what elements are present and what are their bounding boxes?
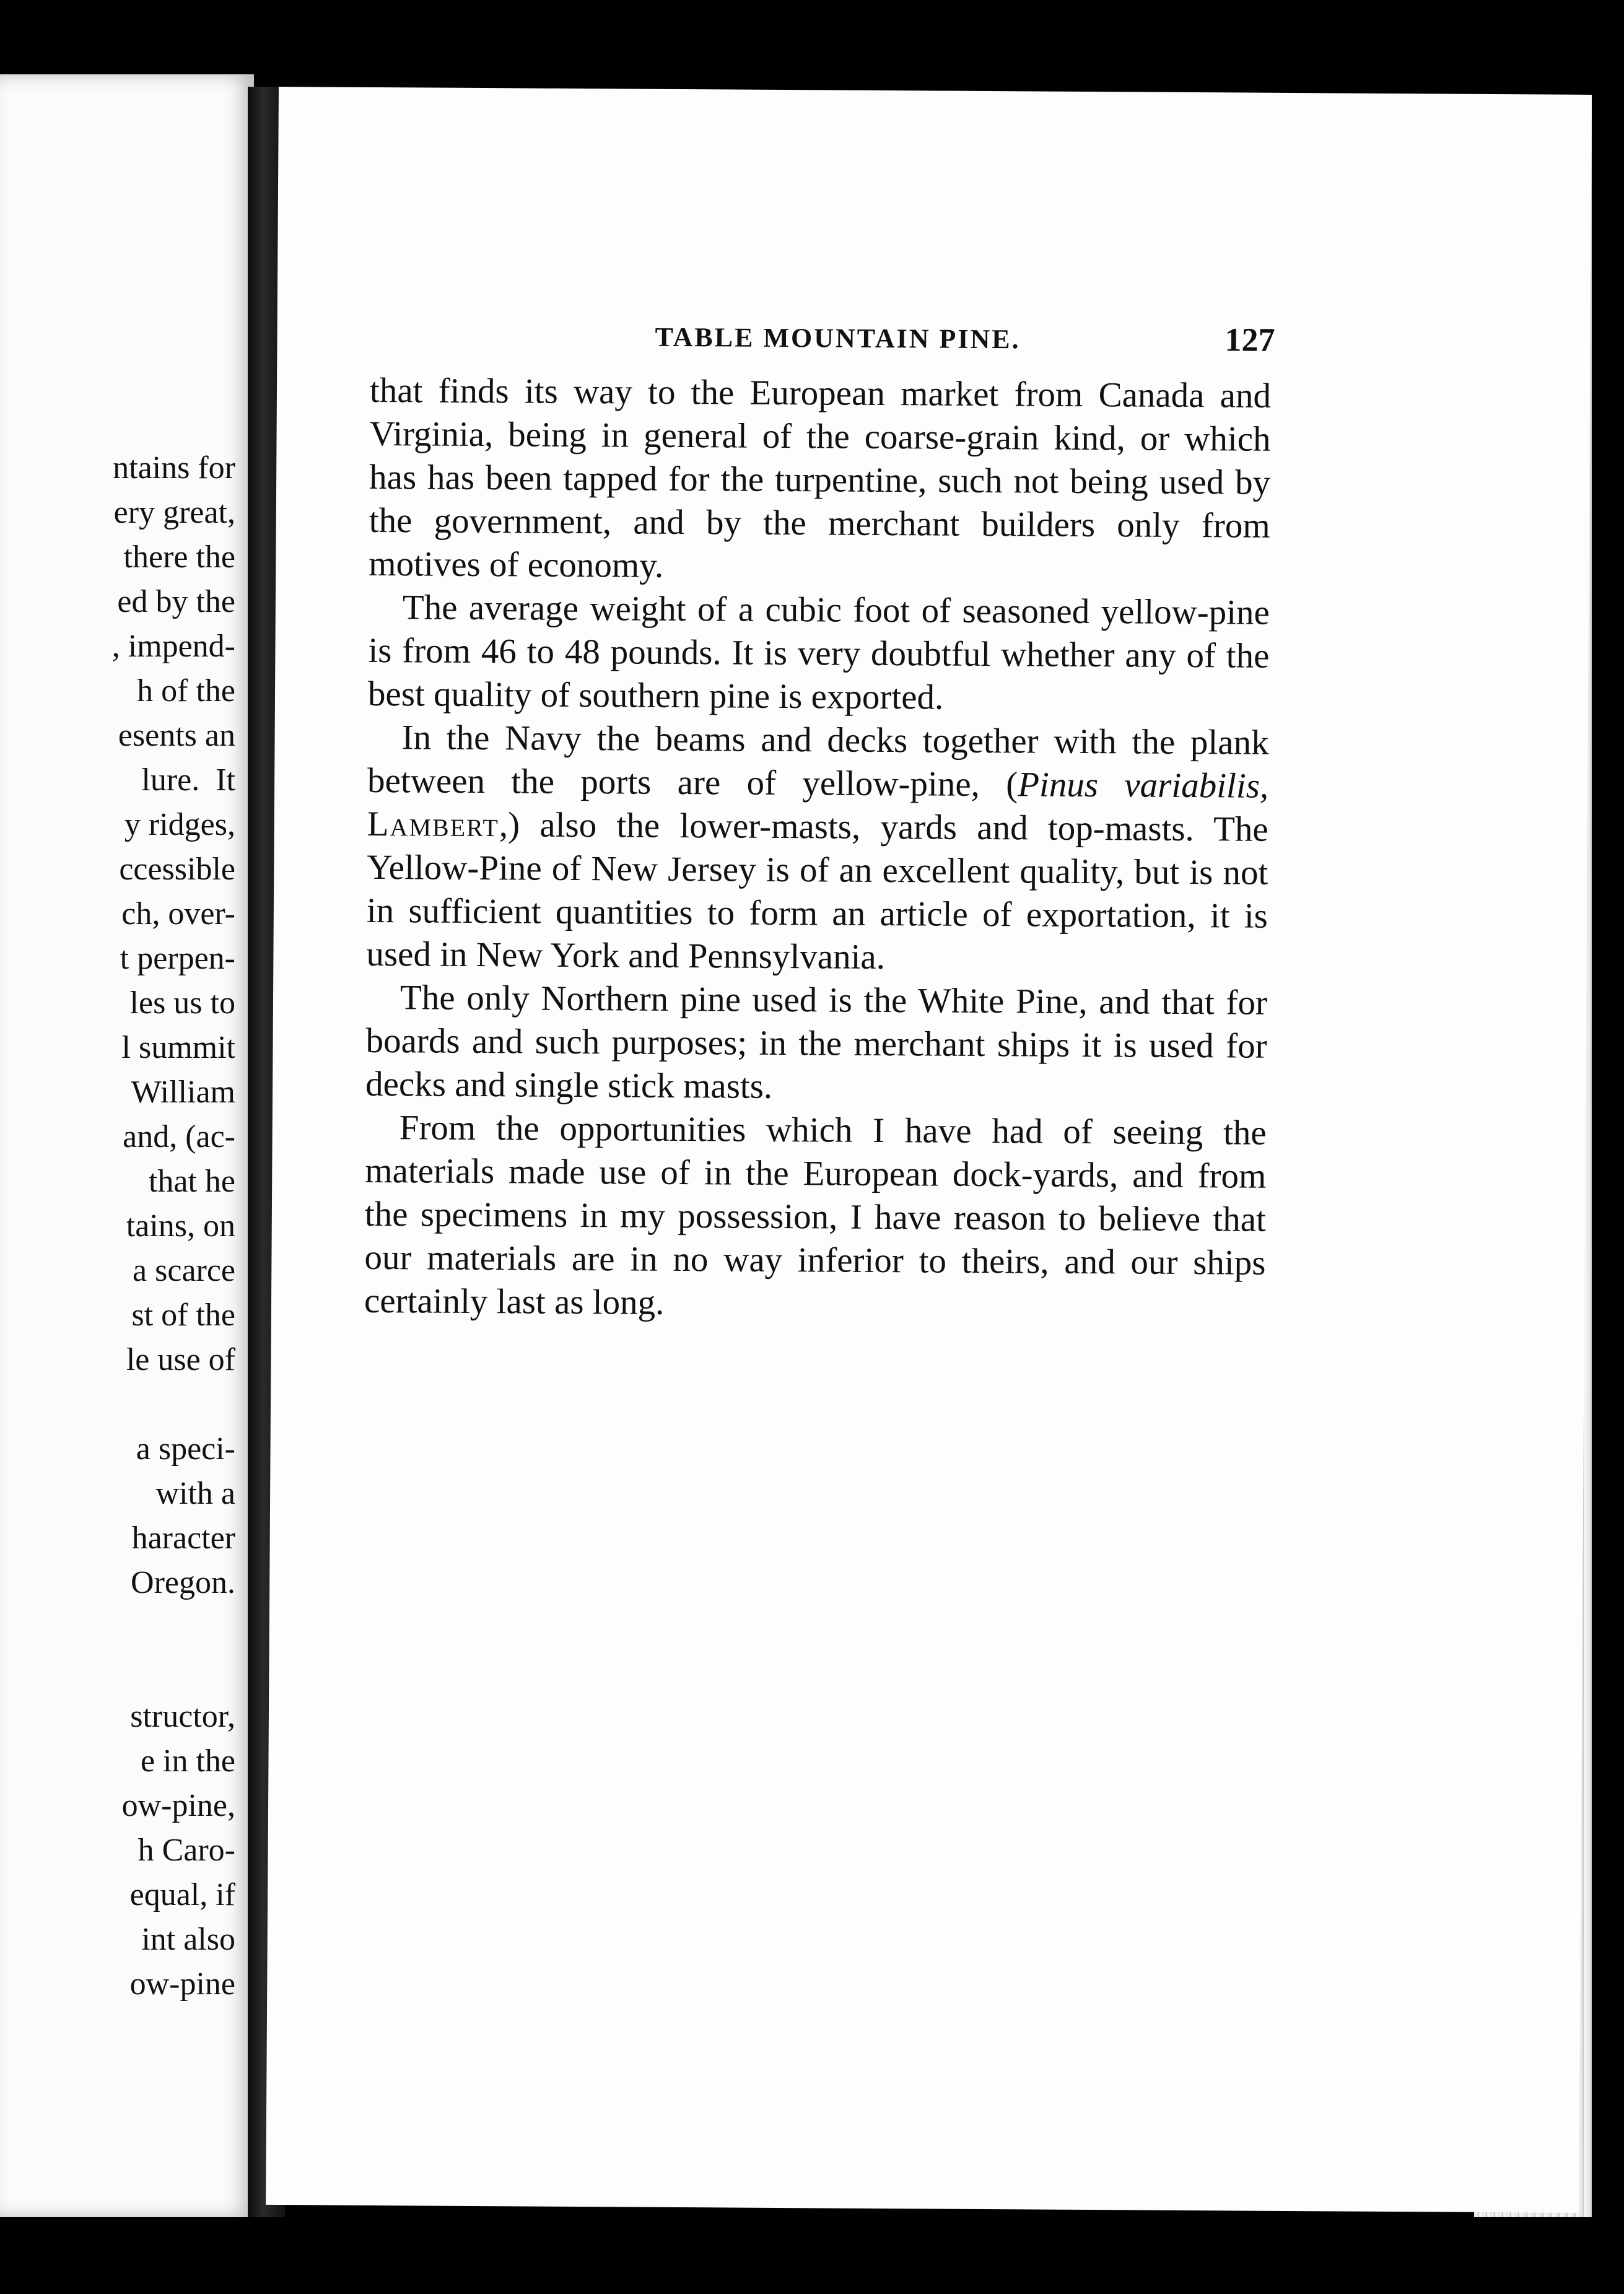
left-page-line: ed by the — [117, 584, 235, 619]
left-page-line: William — [131, 1075, 235, 1110]
left-page-line: t perpen- — [120, 941, 235, 976]
left-page-line: tains, on — [126, 1208, 235, 1244]
left-page-text — [112, 446, 235, 2007]
paragraph-2: The average weight of a cubic foot of seasoned yellow-pine is from 46 to 48 pounds. It is very doubtful whether any of the best quality of southern pine is exported. — [367, 588, 1270, 717]
paragraph-3-end: ,) also the lower-masts, yards and top-masts. The Yellow-Pine of New Jersey is of an excellent quality, but is not in sufficient quantities to form an article of exportation, it is used in New York and Pennsylvania. — [366, 805, 1268, 977]
left-page-line: that he — [148, 1164, 235, 1199]
left-page-line — [112, 1382, 235, 1427]
left-page-line: Oregon. — [131, 1565, 235, 1600]
left-page-line: l summit — [121, 1030, 235, 1065]
left-page-line: there the — [123, 539, 235, 575]
left-page-line: esents an — [118, 718, 235, 753]
left-page-line: h Caro- — [138, 1833, 235, 1868]
left-page-line — [112, 1650, 235, 1694]
left-page-line: haracter — [131, 1520, 235, 1556]
left-page-line: int also — [141, 1922, 235, 1957]
left-page-line: ow-pine — [129, 1966, 235, 2002]
left-page-line: h of the — [137, 673, 235, 709]
left-page-line: les us to — [129, 985, 235, 1021]
paragraph-3-start: In the Navy the beams and decks together with the plank between the ports are of yellow-pine, ( — [367, 718, 1269, 805]
left-page-line: and, (ac- — [123, 1119, 235, 1154]
left-page-line — [112, 1605, 235, 1650]
left-page-line: with a — [155, 1476, 235, 1511]
left-page-line: , impend- — [111, 629, 235, 664]
paragraph-4: The only Northern pine used is the White Pine, and that for boards and such purposes; in the merchant ships it is used for decks and single stick masts. — [365, 978, 1268, 1106]
species-name: Pinus variabilis, — [1018, 765, 1269, 806]
left-page-line: ntains for — [113, 450, 235, 486]
paragraph-5: From the opportunities which I have had of seeing the materials made use of in the European dock-yards, and from the specimens in my possession, I have reason to believe that our materials are in no way inferior to theirs, and our ships certainly last as long. — [364, 1108, 1267, 1322]
paragraph-1: that finds its way to the European market from Canada and Virginia, being in general of the coarse-grain kind, or which has has been tapped for the turpentine, such not being used by the government, and by the merchant builders only from motives of economy. — [369, 370, 1272, 585]
right-page — [266, 87, 1592, 2213]
left-page-line: a scarce — [133, 1253, 235, 1288]
left-page-line: ery great, — [113, 495, 235, 530]
left-page-line: lure. It — [141, 762, 235, 798]
left-page-line: le use of — [126, 1342, 235, 1377]
left-page-line: a speci- — [136, 1431, 235, 1467]
left-page-line: ch, over- — [121, 896, 235, 931]
left-page-line: st of the — [131, 1297, 235, 1333]
left-page-line: e in the — [140, 1743, 235, 1779]
author-name: Lambert — [367, 804, 500, 845]
left-page-line: equal, if — [129, 1877, 235, 1912]
left-page-line: ow-pine, — [121, 1788, 235, 1823]
left-page-line: y ridges, — [124, 807, 235, 842]
paragraph-3 — [366, 716, 1269, 982]
page-number: 127 — [1225, 321, 1275, 359]
left-page — [0, 74, 254, 2217]
left-page-line: structor, — [130, 1699, 235, 1734]
running-head: TABLE MOUNTAIN PINE. — [655, 321, 1021, 355]
body-text — [364, 369, 1271, 1328]
left-page-line: ccessible — [119, 852, 235, 887]
